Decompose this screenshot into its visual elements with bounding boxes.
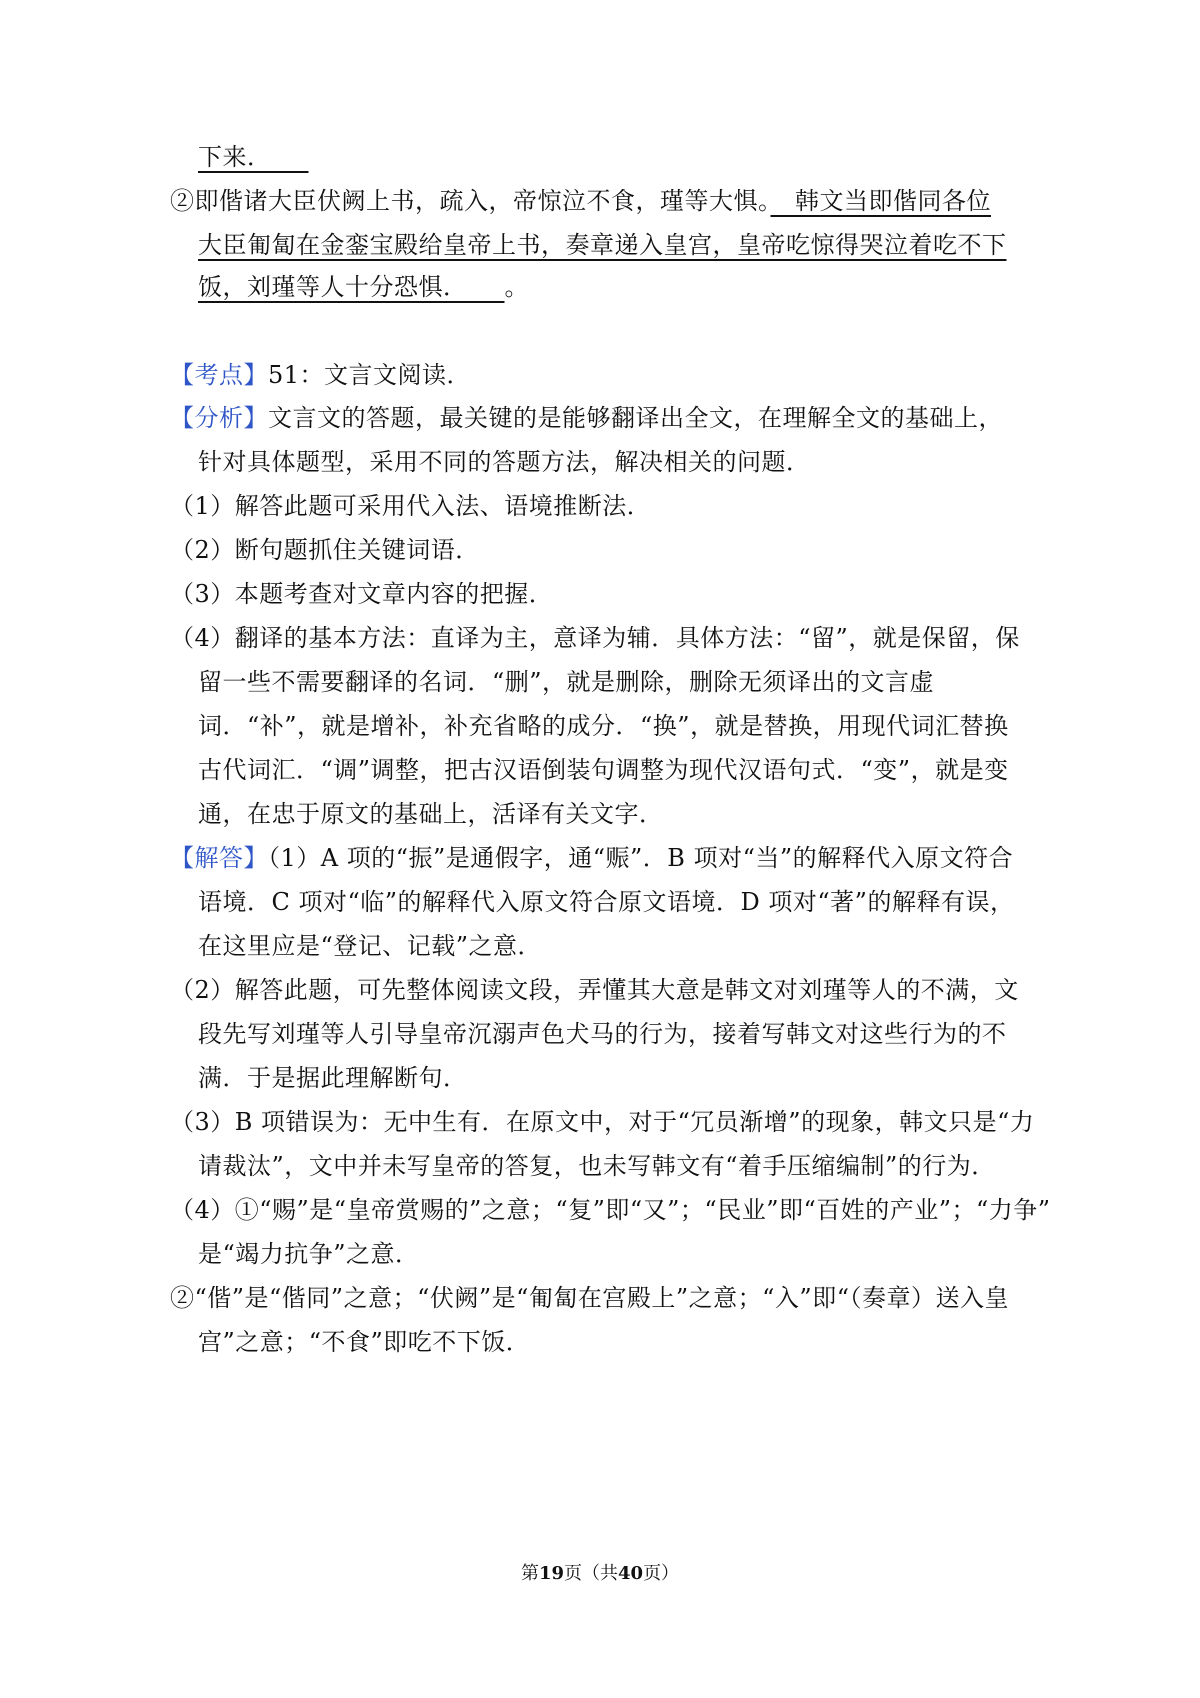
kaodian-section: [170, 360, 471, 390]
answer-1-line: 在这里应是“登记、记载”之意．: [198, 932, 543, 960]
fenxi-point-4-line: 留一些不需要翻译的名词．“删”，就是删除，删除无须译出的文言虚: [198, 668, 935, 696]
answer-3: （3）B 项错误为：无中生有．在原文中，对于“冗员渐增”的现象，韩文只是“力: [170, 1108, 1035, 1136]
total-pages: 40: [618, 1563, 644, 1584]
sentence-2-translation-end: 饭，刘瑾等人十分恐惧． 。: [198, 273, 529, 301]
sentence-2: [170, 186, 991, 216]
translation-continuation: [198, 142, 309, 172]
sentence-2-translation: 韩文当即偕同各位: [770, 187, 991, 215]
sentence-2-original: ②即偕诸大臣伏阙上书，疏入，帝惊泣不食，瑾等大惧。: [170, 187, 771, 215]
answer-1-line: 语境．C 项对“临”的解释代入原文符合原文语境．D 项对“著”的解释有误，: [198, 888, 1015, 916]
fenxi-section: 【分析】文言文的答题，最关键的是能够翻译出全文，在理解全文的基础上，: [170, 404, 1003, 432]
answer-2-line: 段先写刘瑾等人引导皇帝沉溺声色犬马的行为，接着写韩文对这些行为的不: [198, 1020, 1007, 1048]
answer-4-sub-2-line: 宫”之意；“不食”即吃不下饭．: [198, 1328, 531, 1356]
answer-4-line: 是“竭力抗争”之意．: [198, 1240, 420, 1268]
sentence-2-translation-line: 大臣匍匐在金銮宝殿给皇帝上书，奏章递入皇宫，皇帝吃惊得哭泣着吃不下: [198, 231, 1007, 259]
fenxi-point-1: （1）解答此题可采用代入法、语境推断法．: [170, 492, 652, 520]
answer-3-line: 请裁汰”，文中并未写皇帝的答复，也未写韩文有“着手压缩编制”的行为．: [198, 1152, 996, 1180]
answer-4: （4）①“赐”是“皇帝赏赐的”之意；“复”即“又”；“民业”即“百姓的产业”；“力争”: [170, 1196, 1051, 1224]
answer-2: （2）解答此题，可先整体阅读文段，弄懂其大意是韩文对刘瑾等人的不满，文: [170, 976, 1019, 1004]
answer-2-line: 满．于是据此理解断句．: [198, 1064, 468, 1092]
fenxi-line: 针对具体题型，采用不同的答题方法，解决相关的问题．: [198, 448, 811, 476]
fenxi-point-4-line: 古代词汇．“调”调整，把古汉语倒装句调整为现代汉语句式．“变”，就是变: [198, 756, 1009, 784]
page-number: 19: [538, 1563, 564, 1584]
page-footer: 第19页（共40页）: [520, 1563, 680, 1584]
kaodian-tag: 【考点】: [170, 361, 268, 389]
fenxi-point-3: （3）本题考查对文章内容的把握．: [170, 580, 554, 608]
fenxi-point-4-line: 通，在忠于原文的基础上，活译有关文字．: [198, 800, 664, 828]
fenxi-tag: 【分析】: [170, 404, 268, 432]
fenxi-point-4-line: 词．“补”，就是增补，补充省略的成分．“换”，就是替换，用现代词汇替换: [198, 712, 1009, 740]
answer-4-sub-2: ②“偕”是“偕同”之意；“伏阙”是“匍匐在宫殿上”之意；“入”即“（奏章）送入皇: [170, 1284, 1009, 1312]
jieda-section: 【解答】（1）A 项的“振”是通假字，通“赈”．B 项对“当”的解释代入原文符合: [170, 844, 1014, 872]
jieda-tag: 【解答】: [170, 844, 268, 872]
fenxi-point-4: （4）翻译的基本方法：直译为主，意译为辅．具体方法：“留”，就是保留，保: [170, 624, 1020, 652]
underlined-answer: 下来．: [198, 143, 260, 171]
kaodian-text: 51：文言文阅读．: [268, 361, 472, 389]
fenxi-point-2: （2）断句题抓住关键词语．: [170, 536, 480, 564]
